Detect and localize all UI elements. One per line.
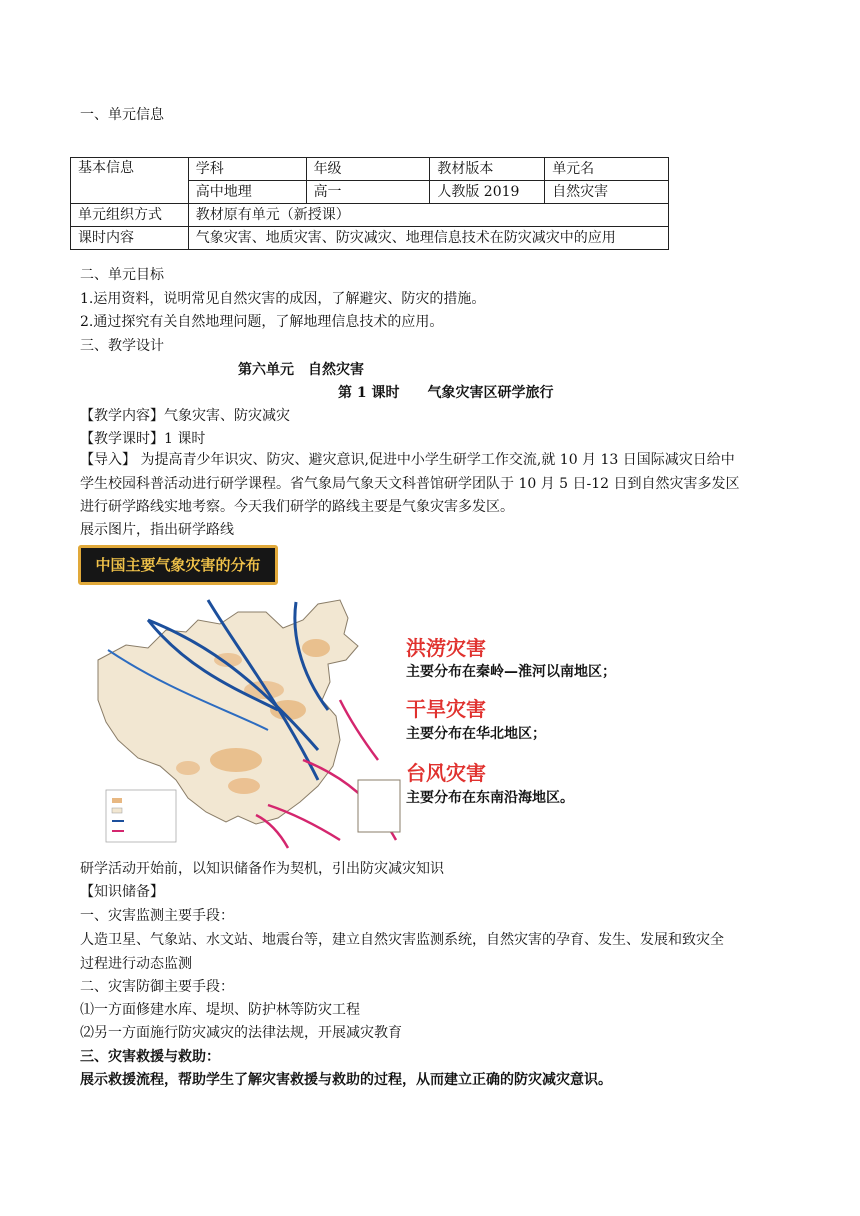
section-2-title: 二、单元目标 xyxy=(80,267,164,283)
monitor-title: 一、灾害监测主要手段： xyxy=(80,908,234,924)
section-3-title: 三、教学设计 xyxy=(80,338,164,354)
table-cell: 基本信息 xyxy=(71,158,189,204)
drought-desc: 主要分布在华北地区； xyxy=(406,726,546,742)
table-cell: 气象灾害、地质灾害、防灾减灾、地理信息技术在防灾减灾中的应用 xyxy=(188,227,668,250)
table-row xyxy=(71,227,669,250)
table-row xyxy=(71,158,669,181)
table-row xyxy=(71,204,669,227)
map-legend-box xyxy=(106,790,176,842)
knowledge-heading: 【知识储备】 xyxy=(80,884,164,900)
flood-area xyxy=(302,639,330,657)
south-china-sea-inset xyxy=(358,780,400,832)
table-cell: 单元组织方式 xyxy=(71,204,189,227)
table-cell: 教材原有单元（新授课） xyxy=(188,204,668,227)
goal-item: 1.运用资料，说明常见自然灾害的成因，了解避灾、防灾的措施。 xyxy=(80,291,486,307)
goal-item: 2.通过探究有关自然地理问题，了解地理信息技术的应用。 xyxy=(80,314,444,330)
monitor-body: 过程进行动态监测 xyxy=(80,956,192,972)
intro-line: 【导入】 为提高青少年识灾、防灾、避灾意识,促进中小学生研学工作交流,就 10 月 13 日国际减灾日给中 xyxy=(80,452,735,468)
map-title-banner: 中国主要气象灾害的分布 xyxy=(78,545,278,585)
table-cell: 人教版 2019 xyxy=(430,181,545,204)
lesson-heading: 第 1 课时 气象灾害区研学旅行 xyxy=(338,385,554,401)
flood-area xyxy=(210,748,262,772)
table-cell: 高一 xyxy=(306,181,430,204)
table-cell: 单元名 xyxy=(545,158,669,181)
teaching-content: 【教学内容】气象灾害、防灾减灾 xyxy=(80,408,290,424)
defense-title: 二、灾害防御主要手段： xyxy=(80,979,234,995)
table-cell: 课时内容 xyxy=(71,227,189,250)
table-cell: 自然灾害 xyxy=(545,181,669,204)
flood-desc: 主要分布在秦岭—淮河以南地区； xyxy=(406,664,616,680)
table-cell: 高中地理 xyxy=(188,181,306,204)
table-cell: 年级 xyxy=(306,158,430,181)
table-cell: 学科 xyxy=(188,158,306,181)
unit-heading: 第六单元 自然灾害 xyxy=(238,362,364,378)
defense-item: ⑵另一方面施行防灾减灾的法律法规，开展减灾教育 xyxy=(80,1025,402,1041)
section-1-title: 一、单元信息 xyxy=(80,107,164,123)
defense-item: ⑴一方面修建水库、堤坝、防护林等防灾工程 xyxy=(80,1002,360,1018)
typhoon-label: 台风灾害 xyxy=(406,761,486,785)
drought-label: 干旱灾害 xyxy=(406,697,486,721)
lead-line: 研学活动开始前，以知识储备作为契机，引出防灾减灾知识 xyxy=(80,861,444,877)
typhoon-desc: 主要分布在东南沿海地区。 xyxy=(406,790,574,806)
monitor-body: 人造卫星、气象站、水文站、地震台等，建立自然灾害监测系统，自然灾害的孕育、发生、发展和致灾全 xyxy=(80,932,724,948)
typhoon-arrow xyxy=(340,700,378,760)
rescue-title: 三、灾害救援与救助： xyxy=(80,1049,220,1065)
table-cell: 教材版本 xyxy=(430,158,545,181)
intro-line: 进行研学路线实地考察。今天我们研学的路线主要是气象灾害多发区。 xyxy=(80,499,514,515)
flood-label: 洪涝灾害 xyxy=(406,636,486,660)
teaching-hours: 【教学课时】1 课时 xyxy=(80,431,206,447)
intro-line: 学生校园科普活动进行研学课程。省气象局气象天文科普馆研学团队于 10 月 5 日-12 日到自然灾害多发区 xyxy=(80,476,740,492)
show-line: 展示图片，指出研学路线 xyxy=(80,522,234,538)
china-map-graphic xyxy=(78,590,408,850)
unit-info-table xyxy=(70,157,669,250)
flood-area xyxy=(176,761,200,775)
rescue-body: 展示救援流程，帮助学生了解灾害救援与救助的过程，从而建立正确的防灾减灾意识。 xyxy=(80,1072,612,1088)
flood-area xyxy=(228,778,260,794)
disaster-map-figure xyxy=(78,545,653,850)
